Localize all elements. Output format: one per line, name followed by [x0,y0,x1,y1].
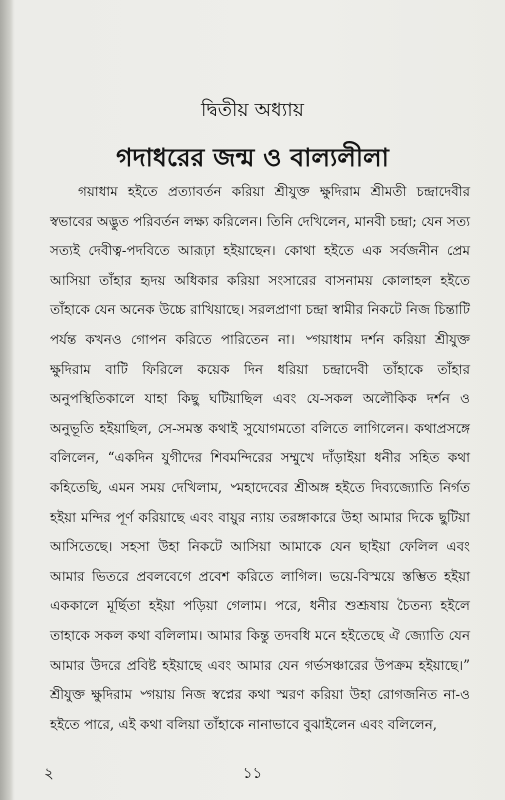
body-paragraph: গয়াধাম হইতে প্রত্যাবর্তন করিয়া শ্রীযুক্ত ক্ষুদিরাম শ্রীমতী চন্দ্রাদেবীর স্বভাবের অদ্ভুত পরিবর্তন লক্ষ্য করিলেন। তিনি দেখিলেন, মানবী চন্দ্রা; যেন সত্য সত্যই দেবীত্ব-পদবিতে আরূঢ়া হইয়াছেন। কোথা হইতে এক সর্বজনীন প্রেম আসিয়া তাঁহার হৃদয় অধিকার করিয়া সংসারের বাসনাময় কোলাহল হইতে তাঁহাকে যেন অনেক উচ্চে রাখিয়াছে। সরলপ্রাণা চন্দ্রা স্বামীর নিকটে নিজ চিন্তাটি পর্যন্ত কখনও গোপন করিতে পারিতেন না। ৺গয়াধাম দর্শন করিয়া শ্রীযুক্ত ক্ষুদিরাম বাটি ফিরিলে কয়েক দিন ধরিয়া চন্দ্রাদেবী তাঁহাকে তাঁহার অনুপস্থিতিকালে যাহা কিছু ঘটিয়াছিল এবং যে-সকল অলৌকিক দর্শন ও অনুভূতি হইয়াছিল, সে-সমস্ত কথাই সুযোগমতো বলিতে লাগিলেন। কথাপ্রসঙ্গে বলিলেন, “একদিন যুগীদের শিবমন্দিরের সম্মুখে দাঁড়াইয়া ধনীর সহিত কথা কহিতেছি, এমন সময় দেখিলাম, ৺মহাদেবের শ্রীঅঙ্গ হইতে দিব্যজ্যোতি নির্গত হইয়া মন্দির পূর্ণ করিয়াছে এবং বায়ুর ন্যায় তরঙ্গাকারে উহা আমার দিকে ছুটিয়া আসিতেছে। সহসা উহা নিকটে আসিয়া আমাকে যেন ছাইয়া ফেলিল এবং আমার ভিতরে প্রবলবেগে প্রবেশ করিতে লাগিল। ভয়ে-বিস্ময়ে স্তম্ভিত হইয়া এককালে মূর্ছিতা হইয়া পড়িয়া গেলাম। পরে, ধনীর শুশ্রূষায় চৈতন্য হইলে তাহাকে সকল কথা বলিলাম। আমার কিন্তু তদবধি মনে হইতেছে ঐ জ্যোতি যেন আমার উদরে প্রবিষ্ট হইয়াছে এবং আমার যেন গর্ভসঞ্চারের উপক্রম হইয়াছে।” শ্রীযুক্ত ক্ষুদিরাম ৺গয়ায় নিজ স্বপ্নের কথা স্মরণ করিয়া উহা রোগজনিত না-ও হইতে পারে, এই কথা বলিয়া তাঁহাকে নানাভাবে বুঝাইলেন এবং বলিলেন, [50,184,470,733]
signature-mark: ২ [44,764,54,782]
page-number: ১১ [242,764,263,782]
chapter-title: গদাধরের জন্ম ও বাল্যলীলা [116,143,389,172]
chapter-number: দ্বিতীয় অধ্যায় [201,99,304,121]
